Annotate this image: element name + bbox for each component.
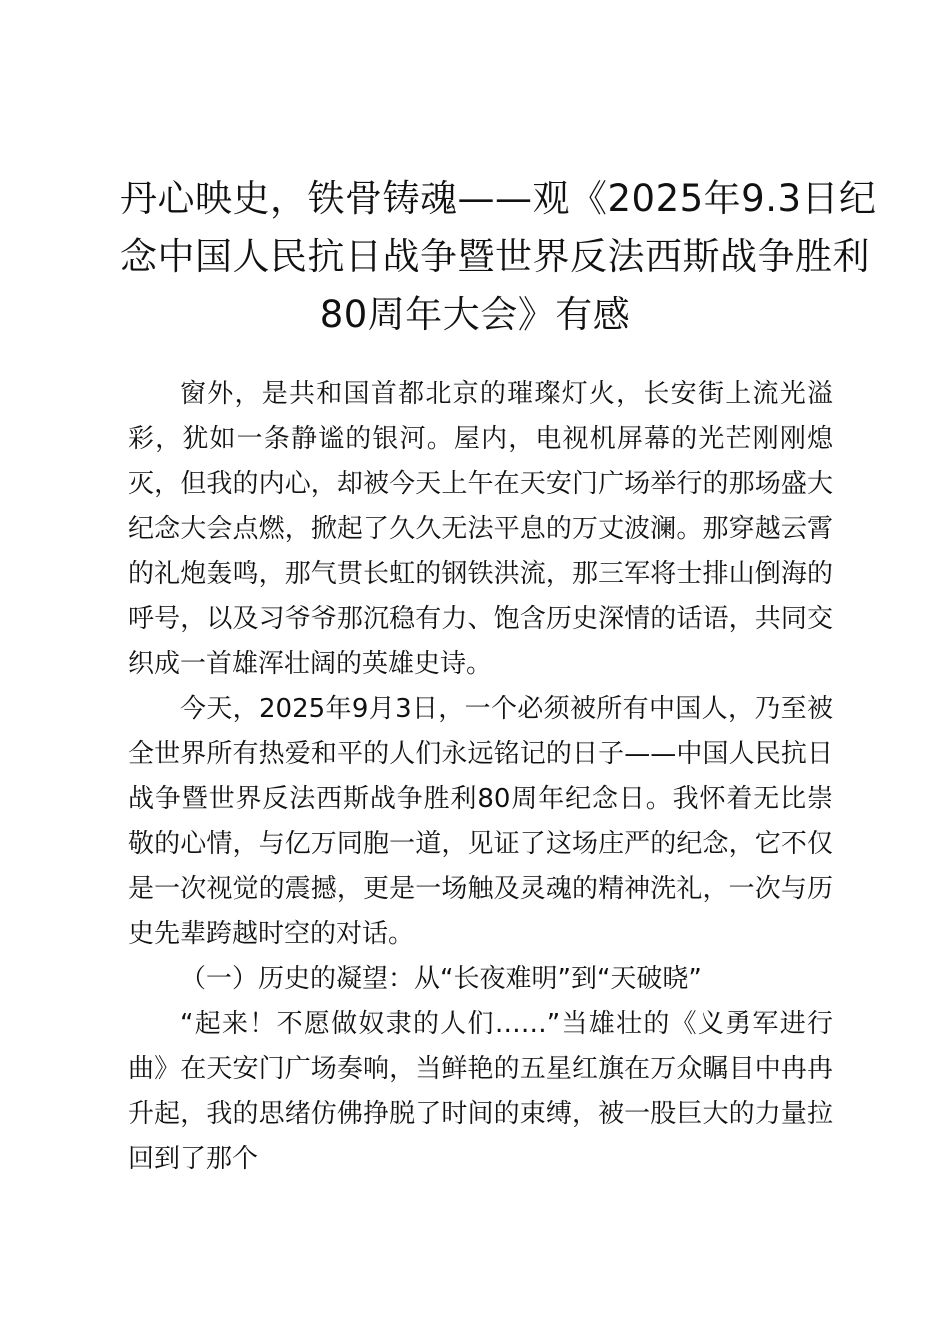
- paragraph-1: 窗外，是共和国首都北京的璀璨灯火，长安街上流光溢彩，犹如一条静谧的银河。屋内，电视机屏幕的光芒刚刚熄灭，但我的内心，却被今天上午在天安门广场举行的那场盛大纪念大会点燃，掀起了久久无法平息的万丈波澜。那穿越云霄的礼炮轰鸣，那气贯长虹的钢铁洪流，那三军将士排山倒海的呼号，以及习爷爷那沉稳有力、饱含历史深情的话语，共同交织成一首雄浑壮阔的英雄史诗。: [128, 379, 833, 679]
- paragraph-3: “起来！不愿做奴隶的人们……”当雄壮的《义勇军进行曲》在天安门广场奏响，当鲜艳的五星红旗在万众瞩目中冉冉升起，我的思绪仿佛挣脱了时间的束缚，被一股巨大的力量拉回到了那个: [128, 1009, 833, 1174]
- title-line-1: 丹心映史，铁骨铸魂——观《2025年9.3日纪: [120, 177, 877, 220]
- section-heading: （一）历史的凝望：从“长夜难明”到“天破晓”: [180, 964, 702, 994]
- title-line-2: 念中国人民抗日战争暨世界反法西斯战争胜利: [120, 235, 870, 278]
- document-title: [120, 170, 877, 344]
- document-body: [128, 372, 833, 1182]
- title-line-3: 80周年大会》有感: [319, 293, 631, 336]
- paragraph-2: 今天，2025年9月3日，一个必须被所有中国人，乃至被全世界所有热爱和平的人们永远铭记的日子——中国人民抗日战争暨世界反法西斯战争胜利80周年纪念日。我怀着无比崇敬的心情，与亿万同胞一道，见证了这场庄严的纪念，它不仅是一次视觉的震撼，更是一场触及灵魂的精神洗礼，一次与历史先辈跨越时空的对话。: [128, 694, 833, 949]
